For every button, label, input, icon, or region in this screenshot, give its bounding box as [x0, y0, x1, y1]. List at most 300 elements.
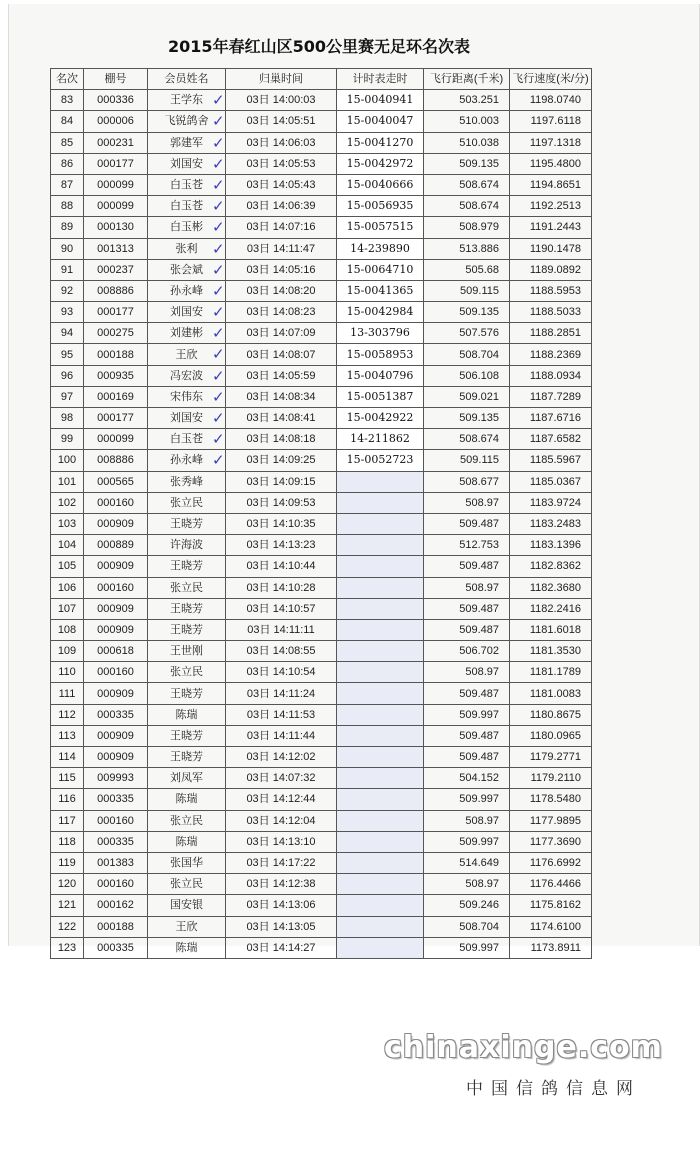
cell-distance [424, 365, 510, 386]
cell-distance-text: 509.021 [459, 390, 499, 403]
cell-loft-text: 000335 [97, 941, 134, 954]
cell-clock-time [337, 408, 424, 429]
cell-clock-time-text: 15-0056935 [346, 199, 414, 213]
cell-distance-text: 513.886 [459, 242, 499, 255]
cell-clock-time [337, 174, 424, 195]
cell-rank [51, 280, 84, 301]
cell-rank [51, 810, 84, 831]
site-watermark: chinaxinge.com [384, 1030, 663, 1065]
cell-member-name [148, 810, 226, 831]
cell-speed-text: 1195.4800 [529, 157, 581, 170]
cell-clock-time [337, 450, 424, 471]
cell-speed [510, 810, 592, 831]
table-row [51, 90, 592, 111]
header-rank: 名次 [51, 69, 84, 90]
cell-loft-text: 000889 [97, 539, 134, 552]
cell-loft [84, 302, 148, 323]
cell-rank [51, 513, 84, 534]
cell-distance-text: 509.487 [459, 751, 499, 764]
cell-rank-text: 99 [60, 433, 74, 446]
cell-member-name-text: 王晓芳 [170, 518, 203, 531]
cell-distance [424, 259, 510, 280]
cell-arrival-time [226, 916, 337, 937]
cell-rank-text: 104 [57, 539, 77, 552]
cell-loft-text: 000565 [97, 475, 134, 488]
cell-arrival-time-text: 03日 14:06:39 [246, 200, 316, 213]
cell-speed [510, 429, 592, 450]
table-row [51, 789, 592, 810]
cell-member-name [148, 598, 226, 619]
cell-speed-text: 1194.8651 [529, 179, 581, 192]
cell-arrival-time-text: 03日 14:08:34 [246, 390, 316, 403]
cell-member-name-text: 刘凤军 [170, 772, 203, 785]
cell-member-name [148, 747, 226, 768]
table-row [51, 259, 592, 280]
table-row [51, 598, 592, 619]
table-row [51, 831, 592, 852]
cell-rank [51, 747, 84, 768]
cell-member-name-text: 宋伟东 [170, 390, 203, 403]
cell-member-name-text: 王世刚 [170, 645, 203, 658]
cell-distance-text: 505.68 [465, 263, 499, 276]
cell-rank [51, 429, 84, 450]
table-row [51, 662, 592, 683]
header-speed: 飞行速度(米/分) [510, 69, 592, 90]
table-row [51, 619, 592, 640]
cell-speed [510, 238, 592, 259]
cell-loft [84, 683, 148, 704]
cell-speed [510, 217, 592, 238]
cell-arrival-time-text: 03日 14:07:16 [246, 221, 316, 234]
cell-clock-time [337, 789, 424, 810]
cell-distance-text: 506.702 [459, 645, 499, 658]
cell-distance-text: 508.97 [465, 496, 499, 509]
cell-speed [510, 259, 592, 280]
cell-loft-text: 000935 [97, 369, 134, 382]
cell-rank-text: 90 [60, 242, 74, 255]
cell-arrival-time [226, 535, 337, 556]
cell-distance [424, 662, 510, 683]
cell-arrival-time [226, 810, 337, 831]
cell-arrival-time [226, 598, 337, 619]
cell-member-name [148, 768, 226, 789]
cell-member-name [148, 535, 226, 556]
cell-rank [51, 725, 84, 746]
cell-rank [51, 789, 84, 810]
cell-rank [51, 450, 84, 471]
cell-loft-text: 000336 [97, 94, 134, 107]
cell-clock-time-text: 15-0040047 [346, 114, 414, 128]
cell-clock-time-text: 15-0064710 [346, 262, 414, 276]
cell-loft-text: 000160 [97, 878, 134, 891]
cell-speed-text: 1198.0740 [529, 94, 581, 107]
cell-clock-time [337, 323, 424, 344]
cell-member-name-text: 孙永峰 [170, 284, 203, 297]
cell-rank-text: 92 [60, 284, 74, 297]
cell-speed-text: 1188.2851 [529, 327, 581, 340]
cell-clock-time [337, 429, 424, 450]
cell-speed-text: 1185.5967 [529, 454, 581, 467]
cell-clock-time-text: 15-0040941 [346, 93, 414, 107]
cell-arrival-time [212, 259, 337, 280]
cell-member-name-text: 张立民 [170, 666, 203, 679]
cell-distance-text: 508.704 [459, 920, 499, 933]
cell-speed-text: 1188.2369 [529, 348, 581, 361]
cell-member-name-text: 张立民 [170, 581, 203, 594]
cell-speed [510, 280, 592, 301]
cell-distance-text: 509.115 [460, 284, 499, 297]
cell-clock-time [337, 90, 424, 111]
cell-member-name [148, 492, 226, 513]
site-watermark-cn: 中国信鸽信息网 [466, 1079, 641, 1099]
cell-distance [424, 90, 510, 111]
table-header-row [51, 69, 592, 90]
cell-distance [424, 937, 510, 958]
check-mark-icon: ✓ [212, 239, 225, 258]
cell-loft-text: 000909 [97, 623, 134, 636]
cell-loft-text: 000909 [97, 751, 134, 764]
check-mark-icon: ✓ [212, 387, 225, 406]
cell-member-name-text: 白玉苍 [170, 433, 203, 446]
cell-rank [51, 916, 84, 937]
cell-rank-text: 100 [57, 454, 77, 467]
cell-loft [84, 471, 148, 492]
cell-loft [84, 577, 148, 598]
cell-speed-text: 1181.3530 [529, 645, 581, 658]
table-row [51, 874, 592, 895]
cell-clock-time [337, 132, 424, 153]
cell-arrival-time-text: 03日 14:05:53 [246, 157, 316, 170]
cell-clock-time [337, 492, 424, 513]
cell-speed [510, 619, 592, 640]
cell-rank [51, 132, 84, 153]
cell-speed-text: 1191.2443 [529, 221, 581, 234]
cell-member-name-text: 张立民 [170, 814, 203, 827]
cell-speed [510, 874, 592, 895]
cell-speed-text: 1182.3680 [529, 581, 581, 594]
table-row [51, 704, 592, 725]
cell-member-name-text: 王晓芳 [170, 560, 203, 573]
cell-arrival-time-text: 03日 14:08:07 [246, 348, 316, 361]
cell-arrival-time [226, 619, 337, 640]
cell-loft [84, 365, 148, 386]
cell-member-name-text: 王晓芳 [170, 687, 203, 700]
cell-rank [51, 386, 84, 407]
cell-loft [84, 217, 148, 238]
cell-arrival-time-text: 03日 14:09:53 [246, 496, 316, 509]
cell-distance-text: 507.576 [459, 327, 499, 340]
cell-rank-text: 88 [60, 200, 74, 213]
cell-rank [51, 344, 84, 365]
cell-loft [84, 280, 148, 301]
cell-member-name-text: 王晓芳 [170, 729, 203, 742]
cell-member-name-text: 国安银 [170, 899, 203, 912]
cell-member-name [148, 683, 226, 704]
cell-loft-text: 000130 [97, 221, 134, 234]
cell-distance [424, 641, 510, 662]
cell-clock-time [337, 111, 424, 132]
cell-loft [84, 111, 148, 132]
cell-speed [510, 852, 592, 873]
cell-distance-text: 509.997 [459, 708, 499, 721]
cell-rank [51, 641, 84, 662]
table-row [51, 111, 592, 132]
cell-speed [510, 747, 592, 768]
cell-speed-text: 1187.7289 [529, 390, 581, 403]
cell-clock-time [337, 831, 424, 852]
cell-rank-text: 107 [57, 602, 77, 615]
cell-arrival-time-text: 03日 14:08:18 [246, 433, 316, 446]
cell-member-name-text: 张立民 [170, 878, 203, 891]
cell-speed-text: 1182.8362 [529, 560, 581, 573]
cell-clock-time [337, 280, 424, 301]
cell-rank [51, 90, 84, 111]
table-row [51, 238, 592, 259]
cell-arrival-time-text: 03日 14:10:28 [246, 581, 316, 594]
cell-clock-time [337, 641, 424, 662]
table-row [51, 683, 592, 704]
cell-arrival-time [226, 725, 337, 746]
cell-speed-text: 1176.4466 [529, 878, 581, 891]
cell-distance [424, 153, 510, 174]
table-row [51, 153, 592, 174]
cell-speed [510, 662, 592, 683]
cell-clock-time [337, 725, 424, 746]
cell-arrival-time [226, 747, 337, 768]
cell-loft-text: 000909 [97, 602, 134, 615]
cell-arrival-time [226, 577, 337, 598]
cell-loft [84, 852, 148, 873]
cell-speed [510, 577, 592, 598]
cell-clock-time-text: 15-0052723 [346, 453, 414, 467]
table-row [51, 450, 592, 471]
cell-distance-text: 508.979 [459, 221, 499, 234]
cell-speed [510, 704, 592, 725]
cell-distance [424, 238, 510, 259]
cell-clock-time-text: 15-0042922 [346, 411, 414, 425]
cell-rank-text: 87 [60, 179, 74, 192]
cell-arrival-time [212, 386, 337, 407]
cell-arrival-time-text: 03日 14:13:05 [246, 920, 316, 933]
table-row [51, 365, 592, 386]
scanned-sheet [8, 4, 700, 954]
cell-arrival-time-text: 03日 14:11:24 [246, 687, 316, 700]
cell-speed [510, 408, 592, 429]
cell-arrival-time [212, 450, 337, 471]
check-mark-icon: ✓ [212, 175, 225, 194]
header-clock-time: 计时表走时 [337, 69, 424, 90]
cell-distance-text: 509.487 [459, 687, 499, 700]
cell-speed [510, 683, 592, 704]
cell-rank [51, 937, 84, 958]
cell-speed-text: 1197.1318 [529, 136, 581, 149]
cell-member-name-text: 张会斌 [170, 263, 203, 276]
cell-clock-time-text: 15-0041365 [346, 283, 414, 297]
cell-loft [84, 429, 148, 450]
cell-distance-text: 510.038 [459, 136, 499, 149]
check-mark-icon: ✓ [212, 218, 225, 237]
cell-rank-text: 118 [58, 835, 76, 848]
cell-member-name [148, 789, 226, 810]
cell-arrival-time-text: 03日 14:14:27 [246, 941, 316, 954]
cell-member-name-text: 张秀峰 [170, 475, 203, 488]
cell-loft-text: 000099 [97, 179, 134, 192]
cell-member-name-text: 王学东 [170, 94, 203, 107]
cell-clock-time [337, 747, 424, 768]
cell-arrival-time [212, 323, 337, 344]
cell-distance [424, 747, 510, 768]
cell-clock-time [337, 556, 424, 577]
cell-loft [84, 831, 148, 852]
cell-rank [51, 302, 84, 323]
cell-clock-time-text: 13-303796 [350, 326, 410, 340]
cell-rank-text: 91 [60, 263, 74, 276]
cell-arrival-time-text: 03日 14:05:59 [246, 369, 316, 382]
cell-member-name [148, 619, 226, 640]
cell-rank-text: 121 [57, 899, 77, 912]
table-row [51, 471, 592, 492]
cell-arrival-time [212, 365, 337, 386]
cell-member-name-text: 孙永峰 [170, 454, 203, 467]
cell-loft [84, 90, 148, 111]
header-name: 会员姓名 [148, 69, 226, 90]
cell-speed-text: 1173.8911 [530, 941, 581, 954]
cell-loft-text: 000160 [97, 814, 134, 827]
cell-speed [510, 768, 592, 789]
cell-speed-text: 1192.2513 [529, 200, 581, 213]
cell-distance-text: 508.97 [465, 666, 499, 679]
cell-arrival-time [226, 852, 337, 873]
cell-loft-text: 000909 [97, 729, 134, 742]
cell-loft-text: 000335 [97, 835, 134, 848]
cell-clock-time-text: 14-211862 [350, 432, 410, 446]
check-mark-icon: ✓ [212, 133, 225, 152]
cell-member-name-text: 陈瑞 [175, 793, 198, 806]
cell-rank-text: 96 [60, 369, 74, 382]
cell-member-name-text: 郭建军 [170, 136, 203, 149]
cell-rank-text: 112 [58, 708, 76, 721]
cell-speed-text: 1188.5953 [529, 284, 581, 297]
cell-rank-text: 115 [58, 772, 76, 785]
cell-clock-time [337, 513, 424, 534]
cell-speed-text: 1177.9895 [529, 814, 581, 827]
cell-rank-text: 102 [57, 496, 77, 509]
cell-speed-text: 1181.0083 [529, 687, 581, 700]
cell-arrival-time-text: 03日 14:00:03 [246, 94, 316, 107]
cell-distance [424, 831, 510, 852]
cell-clock-time [337, 365, 424, 386]
cell-member-name-text: 刘国安 [170, 157, 203, 170]
cell-rank [51, 535, 84, 556]
cell-distance [424, 132, 510, 153]
cell-rank [51, 662, 84, 683]
cell-rank-text: 98 [60, 412, 74, 425]
cell-clock-time [337, 535, 424, 556]
cell-clock-time-text: 15-0041270 [346, 135, 414, 149]
cell-clock-time [337, 874, 424, 895]
cell-loft [84, 895, 148, 916]
cell-speed [510, 302, 592, 323]
cell-speed [510, 132, 592, 153]
cell-arrival-time-text: 03日 14:10:44 [246, 560, 316, 573]
cell-clock-time [337, 916, 424, 937]
cell-member-name-text: 白玉彬 [170, 221, 203, 234]
cell-arrival-time-text: 03日 14:05:43 [246, 179, 316, 192]
cell-speed-text: 1188.0934 [529, 369, 581, 382]
cell-member-name [148, 874, 226, 895]
cell-speed [510, 916, 592, 937]
cell-speed [510, 196, 592, 217]
cell-member-name [148, 577, 226, 598]
cell-rank-text: 122 [57, 920, 77, 933]
cell-speed-text: 1182.2416 [529, 602, 581, 615]
cell-loft-text: 000162 [97, 899, 134, 912]
cell-loft-text: 000099 [97, 433, 134, 446]
cell-member-name [148, 725, 226, 746]
table-row [51, 852, 592, 873]
cell-distance-text: 512.753 [459, 539, 499, 552]
cell-distance [424, 874, 510, 895]
cell-rank [51, 619, 84, 640]
table-row [51, 535, 592, 556]
cell-rank [51, 577, 84, 598]
cell-loft [84, 132, 148, 153]
cell-loft [84, 174, 148, 195]
cell-rank [51, 111, 84, 132]
cell-speed [510, 386, 592, 407]
table-row [51, 408, 592, 429]
cell-loft [84, 450, 148, 471]
cell-distance-text: 508.677 [459, 475, 499, 488]
table-row [51, 386, 592, 407]
check-mark-icon: ✓ [212, 91, 225, 110]
cell-loft-text: 001313 [97, 242, 134, 255]
cell-arrival-time [212, 132, 337, 153]
cell-member-name-text: 张利 [175, 242, 198, 255]
cell-clock-time [337, 344, 424, 365]
cell-loft-text: 000160 [97, 496, 134, 509]
check-mark-icon: ✓ [212, 430, 225, 449]
cell-loft-text: 000160 [97, 666, 134, 679]
cell-loft-text: 000909 [97, 560, 134, 573]
cell-rank [51, 174, 84, 195]
cell-clock-time [337, 471, 424, 492]
cell-rank-text: 119 [58, 857, 76, 870]
cell-rank [51, 768, 84, 789]
cell-member-name-text: 陈瑞 [175, 835, 198, 848]
cell-distance [424, 386, 510, 407]
cell-loft-text: 000177 [97, 157, 134, 170]
cell-distance [424, 111, 510, 132]
cell-rank [51, 492, 84, 513]
cell-loft [84, 789, 148, 810]
cell-rank-text: 111 [58, 687, 76, 700]
cell-arrival-time [212, 302, 337, 323]
cell-rank-text: 108 [57, 623, 77, 636]
cell-arrival-time-text: 03日 14:10:57 [246, 602, 316, 615]
cell-distance-text: 508.97 [465, 878, 499, 891]
cell-clock-time [337, 662, 424, 683]
check-mark-icon: ✓ [212, 303, 225, 322]
cell-arrival-time [226, 937, 337, 958]
cell-arrival-time-text: 03日 14:05:51 [246, 115, 316, 128]
cell-distance-text: 506.108 [459, 369, 499, 382]
cell-arrival-time [212, 196, 337, 217]
cell-loft [84, 323, 148, 344]
cell-arrival-time-text: 03日 14:07:32 [246, 772, 316, 785]
cell-speed [510, 344, 592, 365]
cell-loft-text: 000177 [97, 306, 134, 319]
